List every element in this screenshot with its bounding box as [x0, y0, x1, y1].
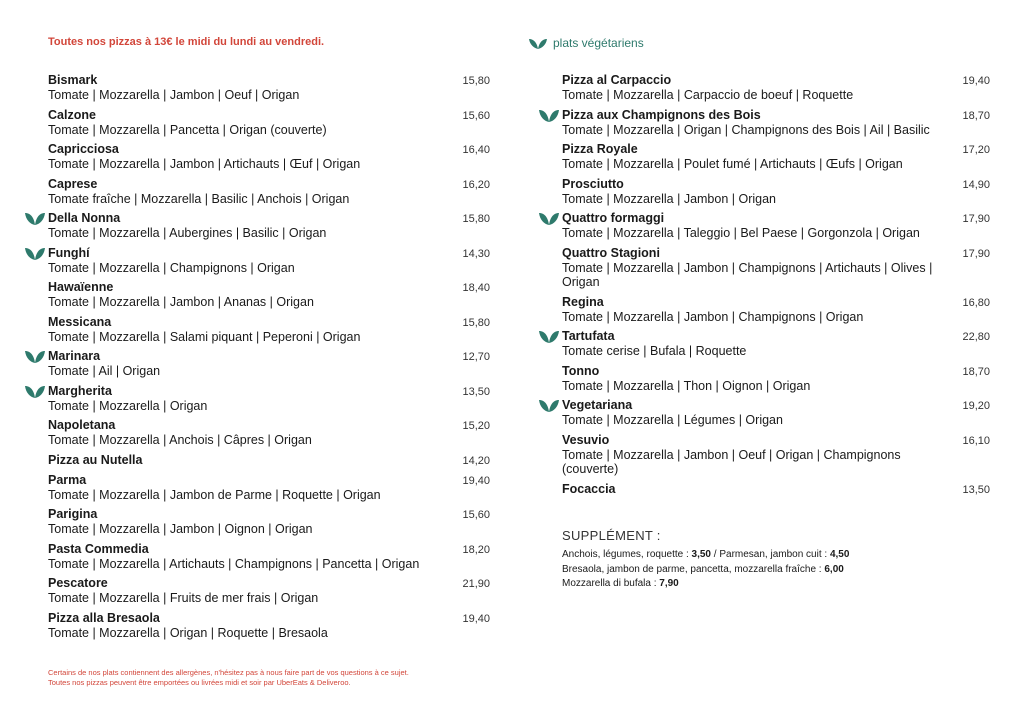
menu-item — [562, 177, 990, 207]
pizza-ingredients: Tomate | Mozzarella | Origan — [48, 398, 208, 413]
menu-item — [48, 611, 490, 641]
pizza-price: 22,80 — [962, 331, 990, 343]
pizza-ingredients: Tomate | Mozzarella | Jambon | Ananas | Origan — [48, 295, 314, 309]
pizza-ingredients: Tomate | Mozzarella | Anchois | Câpres | Origan — [48, 433, 312, 447]
menu-item — [48, 211, 490, 241]
pizza-ingredients: Tomate | Mozzarella | Jambon | Champignons | Origan — [562, 309, 864, 324]
menu-item — [562, 364, 990, 394]
pizza-name: Prosciutto — [562, 176, 624, 191]
pizza-name: Pizza aux Champignons des Bois — [562, 107, 761, 122]
menu-item — [562, 73, 990, 103]
pizza-name: Quattro formaggi — [562, 211, 665, 225]
menu-column-left — [48, 73, 490, 645]
pizza-price: 18,40 — [462, 282, 490, 294]
pizza-name: Napoletana — [48, 418, 116, 432]
menu-item — [562, 329, 990, 359]
pizza-price: 13,50 — [462, 385, 490, 398]
pizza-name: Pizza Royale — [562, 142, 638, 156]
pizza-ingredients: Tomate | Mozzarella | Jambon | Artichauts | Œuf | Origan — [48, 157, 361, 171]
menu-item — [562, 142, 990, 172]
pizza-price: 19,20 — [962, 400, 990, 412]
pizza-name: Regina — [562, 294, 604, 309]
menu-item — [562, 108, 990, 138]
pizza-ingredients: Tomate | Mozzarella | Salami piquant | Peperoni | Origan — [48, 329, 361, 344]
pizza-price: 14,90 — [962, 178, 990, 191]
pizza-price: 16,40 — [462, 144, 490, 156]
pizza-name: Bismark — [48, 73, 98, 87]
menu-item — [48, 384, 490, 414]
pizza-price: 21,90 — [462, 578, 490, 590]
pizza-price: 15,80 — [462, 213, 490, 225]
pizza-name: Marinara — [48, 349, 101, 363]
pizza-ingredients: Tomate | Mozzarella | Légumes | Origan — [562, 413, 783, 427]
pizza-price: 17,90 — [962, 247, 990, 260]
pizza-ingredients: Tomate | Mozzarella | Jambon | Oeuf | Origan — [48, 88, 300, 102]
pizza-price: 16,10 — [962, 434, 990, 447]
menu-item — [562, 295, 990, 325]
menu-item — [48, 177, 490, 207]
pizza-name: Tartufata — [562, 329, 615, 343]
pizza-name: Calzone — [48, 107, 96, 122]
pizza-name: Funghí — [48, 245, 90, 260]
vegetarian-leaf-icon — [24, 348, 46, 364]
lunch-promo: Toutes nos pizzas à 13€ le midi du lundi au vendredi. — [48, 36, 325, 48]
pizza-price: 13,50 — [962, 483, 990, 496]
allergen-footer — [48, 668, 409, 688]
pizza-ingredients: Tomate | Mozzarella | Jambon | Oignon | Origan — [48, 522, 313, 536]
menu-item — [48, 349, 490, 379]
pizza-price: 19,40 — [462, 612, 490, 625]
menu-item — [48, 73, 490, 103]
menu-item — [562, 246, 990, 290]
menu-item — [562, 433, 990, 477]
menu-item — [48, 576, 490, 606]
pizza-name: Margherita — [48, 383, 112, 398]
supplement-line: Mozzarella di bufala : 7,90 — [562, 578, 679, 589]
pizza-name: Vegetariana — [562, 398, 633, 412]
menu-item — [48, 142, 490, 172]
pizza-ingredients: Tomate | Mozzarella | Pancetta | Origan (couverte) — [48, 122, 327, 137]
vegetarian-leaf-icon — [24, 245, 46, 261]
delivery-note: Toutes nos pizzas peuvent être emportées ou livrées midi et soir par UberEats & Deliveroo. — [48, 678, 351, 687]
pizza-name: Hawaïenne — [48, 280, 114, 294]
pizza-name: Focaccia — [562, 481, 616, 496]
pizza-ingredients: Tomate | Mozzarella | Jambon | Oeuf | Origan | Champignons (couverte) — [562, 447, 901, 476]
pizza-name: Vesuvio — [562, 432, 610, 447]
pizza-ingredients: Tomate | Mozzarella | Poulet fumé | Artichauts | Œufs | Origan — [562, 157, 903, 171]
pizza-price: 18,20 — [462, 543, 490, 556]
pizza-price: 15,80 — [462, 316, 490, 329]
pizza-price: 16,20 — [462, 178, 490, 191]
pizza-price: 15,60 — [462, 509, 490, 521]
pizza-name: Pizza al Carpaccio — [562, 73, 672, 87]
vegetarian-leaf-icon — [538, 210, 560, 226]
menu-item — [562, 482, 990, 497]
pizza-name: Capricciosa — [48, 142, 119, 156]
menu-column-right — [562, 73, 990, 502]
pizza-price: 19,40 — [962, 75, 990, 87]
pizza-name: Della Nonna — [48, 211, 121, 225]
pizza-price: 15,60 — [462, 109, 490, 122]
menu-item — [48, 418, 490, 448]
pizza-ingredients: Tomate fraîche | Mozzarella | Basilic | Anchois | Origan — [48, 191, 350, 206]
menu-item — [562, 211, 990, 241]
pizza-price: 14,30 — [462, 247, 490, 260]
pizza-name: Parma — [48, 472, 87, 487]
pizza-ingredients: Tomate | Mozzarella | Fruits de mer frais | Origan — [48, 591, 319, 605]
pizza-name: Quattro Stagioni — [562, 245, 660, 260]
pizza-price: 17,20 — [962, 144, 990, 156]
pizza-name: Pescatore — [48, 576, 108, 590]
pizza-ingredients: Tomate | Ail | Origan — [48, 364, 161, 378]
vegetarian-leaf-icon — [538, 107, 560, 123]
pizza-ingredients: Tomate | Mozzarella | Champignons | Origan — [48, 260, 295, 275]
pizza-name: Parigina — [48, 507, 98, 521]
pizza-ingredients: Tomate | Mozzarella | Taleggio | Bel Paese | Gorgonzola | Origan — [562, 226, 920, 240]
pizza-ingredients: Tomate cerise | Bufala | Roquette — [562, 344, 747, 358]
pizza-price: 15,20 — [462, 420, 490, 432]
allergen-note: Certains de nos plats contiennent des allergènes, n'hésitez pas à nous faire part de vos questions à ce sujet. — [48, 668, 409, 677]
pizza-ingredients: Tomate | Mozzarella | Artichauts | Champignons | Pancetta | Origan — [48, 556, 420, 571]
supplement-line: Bresaola, jambon de parme, pancetta, mozzarella fraîche : 6,00 — [562, 563, 844, 575]
pizza-name: Pizza alla Bresaola — [48, 610, 160, 625]
pizza-price: 14,20 — [462, 454, 490, 467]
menu-item — [48, 507, 490, 537]
menu-item — [48, 108, 490, 138]
menu-item — [48, 453, 490, 468]
menu-item — [48, 542, 490, 572]
pizza-name: Tonno — [562, 363, 600, 378]
menu-item — [48, 315, 490, 345]
pizza-ingredients: Tomate | Mozzarella | Thon | Oignon | Origan — [562, 378, 811, 393]
pizza-price: 16,80 — [962, 296, 990, 309]
pizza-name: Messicana — [48, 314, 112, 329]
pizza-name: Pasta Commedia — [48, 541, 149, 556]
vegetarian-leaf-icon — [538, 397, 560, 413]
pizza-price: 19,40 — [462, 474, 490, 487]
pizza-price: 17,90 — [962, 213, 990, 225]
pizza-ingredients: Tomate | Mozzarella | Jambon de Parme | Roquette | Origan — [48, 487, 381, 502]
pizza-price: 18,70 — [962, 109, 990, 122]
vegetarian-leaf-icon — [24, 383, 46, 399]
pizza-ingredients: Tomate | Mozzarella | Origan | Champignons des Bois | Ail | Basilic — [562, 122, 930, 137]
supplement-title: SUPPLÉMENT : — [562, 528, 661, 543]
pizza-name: Caprese — [48, 176, 98, 191]
leaf-icon — [528, 36, 548, 50]
supplement-line: Anchois, légumes, roquette : 3,50 / Parmesan, jambon cuit : 4,50 — [562, 549, 850, 560]
vegetarian-legend — [528, 36, 644, 50]
menu-item — [48, 473, 490, 503]
pizza-ingredients: Tomate | Mozzarella | Aubergines | Basilic | Origan — [48, 226, 327, 240]
pizza-ingredients: Tomate | Mozzarella | Jambon | Origan — [562, 191, 776, 206]
menu-item — [48, 246, 490, 276]
pizza-name: Pizza au Nutella — [48, 452, 143, 467]
pizza-ingredients: Tomate | Mozzarella | Carpaccio de boeuf | Roquette — [562, 88, 854, 102]
vegetarian-leaf-icon — [538, 328, 560, 344]
vegetarian-leaf-icon — [24, 210, 46, 226]
pizza-price: 12,70 — [462, 351, 490, 363]
legend-label: plats végétariens — [553, 36, 644, 50]
pizza-price: 15,80 — [462, 75, 490, 87]
menu-item — [562, 398, 990, 428]
supplement-section — [562, 528, 849, 592]
pizza-ingredients: Tomate | Mozzarella | Jambon | Champignons | Artichauts | Olives | Origan — [562, 260, 933, 289]
pizza-ingredients: Tomate | Mozzarella | Origan | Roquette | Bresaola — [48, 625, 328, 640]
menu-item — [48, 280, 490, 310]
pizza-price: 18,70 — [962, 365, 990, 378]
